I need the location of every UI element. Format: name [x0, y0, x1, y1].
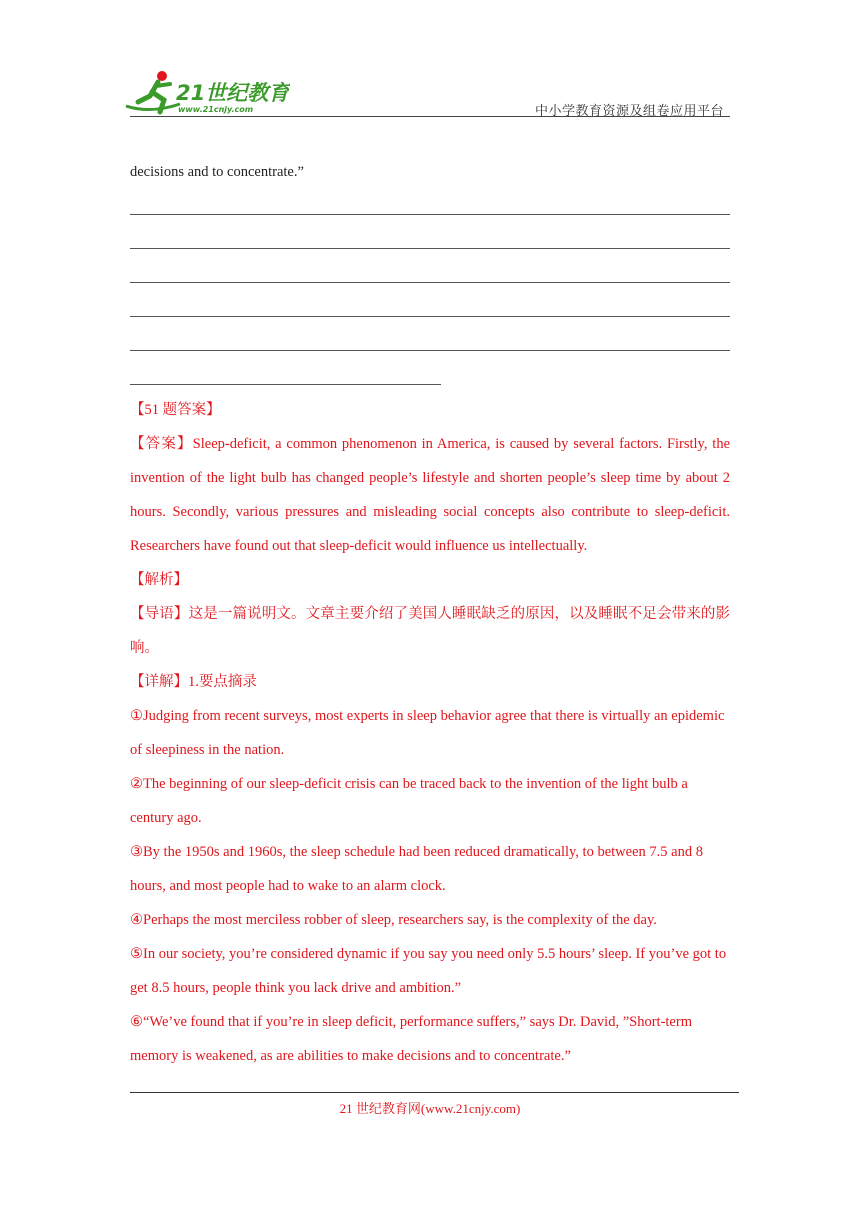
answer-label: 【答案】: [130, 436, 193, 452]
key-point: ①Judging from recent surveys, most experts in sleep behavior agree that there is virtually an epidemic of sleepiness in the nation.: [130, 708, 725, 758]
continuation-text: decisions and to concentrate.”: [130, 164, 304, 180]
detail-paragraph: [130, 665, 730, 699]
guide-paragraph: [130, 597, 730, 665]
answer-blank-line: [130, 181, 730, 215]
runner-icon: [126, 71, 180, 112]
answer-blank-line: [130, 215, 730, 249]
answer-blank-line: [130, 351, 441, 385]
page-header: [120, 66, 730, 118]
key-point: ④Perhaps the most merciless robber of sleep, researchers say, is the complexity of the day.: [130, 912, 657, 928]
key-point: ⑥“We’ve found that if you’re in sleep deficit, performance suffers,” says Dr. David, ”Short-term memory is weakened, as are abilities to make decisions and to concentrate.”: [130, 1014, 692, 1064]
logo-text: 21世纪教育: [176, 81, 290, 105]
header-platform-text: 中小学教育资源及组卷应用平台: [534, 103, 724, 118]
document-body: [130, 155, 730, 1073]
key-point: ③By the 1950s and 1960s, the sleep schedule had been reduced dramatically, to between 7.5 and 8 hours, and most people had to wake to an alarm clock.: [130, 844, 703, 894]
answer-blank-line: [130, 317, 730, 351]
detail-label: 【详解】: [130, 674, 188, 690]
answer-blank-line: [130, 283, 730, 317]
page-footer: 21 世纪教育网(www.21cnjy.com): [339, 1101, 521, 1116]
key-point: ⑤In our society, you’re considered dynamic if you say you need only 5.5 hours’ sleep. If you’ve got to get 8.5 hours, people think you lack drive and ambition.”: [130, 946, 727, 996]
answer-blank-line: [130, 249, 730, 283]
guide-text: 这是一篇说明文。文章主要介绍了美国人睡眠缺乏的原因，以及睡眠不足会带来的影响。: [130, 606, 731, 656]
analysis-heading: 【解析】: [130, 572, 188, 588]
guide-label: 【导语】: [130, 606, 189, 622]
logo-url: www.21cnjy.com: [178, 105, 254, 114]
answer-paragraph: [130, 427, 730, 563]
key-point: ②The beginning of our sleep-deficit crisis can be traced back to the invention of the light bulb a century ago.: [130, 776, 688, 826]
footer-divider: [130, 1092, 739, 1093]
logo: [120, 66, 290, 116]
detail-text: 1.要点摘录: [188, 674, 257, 690]
header-divider: [130, 116, 730, 117]
answer-heading: 【51 题答案】: [130, 402, 221, 418]
answer-text: Sleep-deficit, a common phenomenon in America, is caused by several factors. Firstly, the invention of the light bulb has changed people’s lifestyle and shorten people’s sleep time by about 2 hours. Secondly, various pressures and misleading social concepts also contribute to sleep-deficit. Researchers have found out that sleep-deficit would influence us intellectually.: [130, 436, 730, 554]
